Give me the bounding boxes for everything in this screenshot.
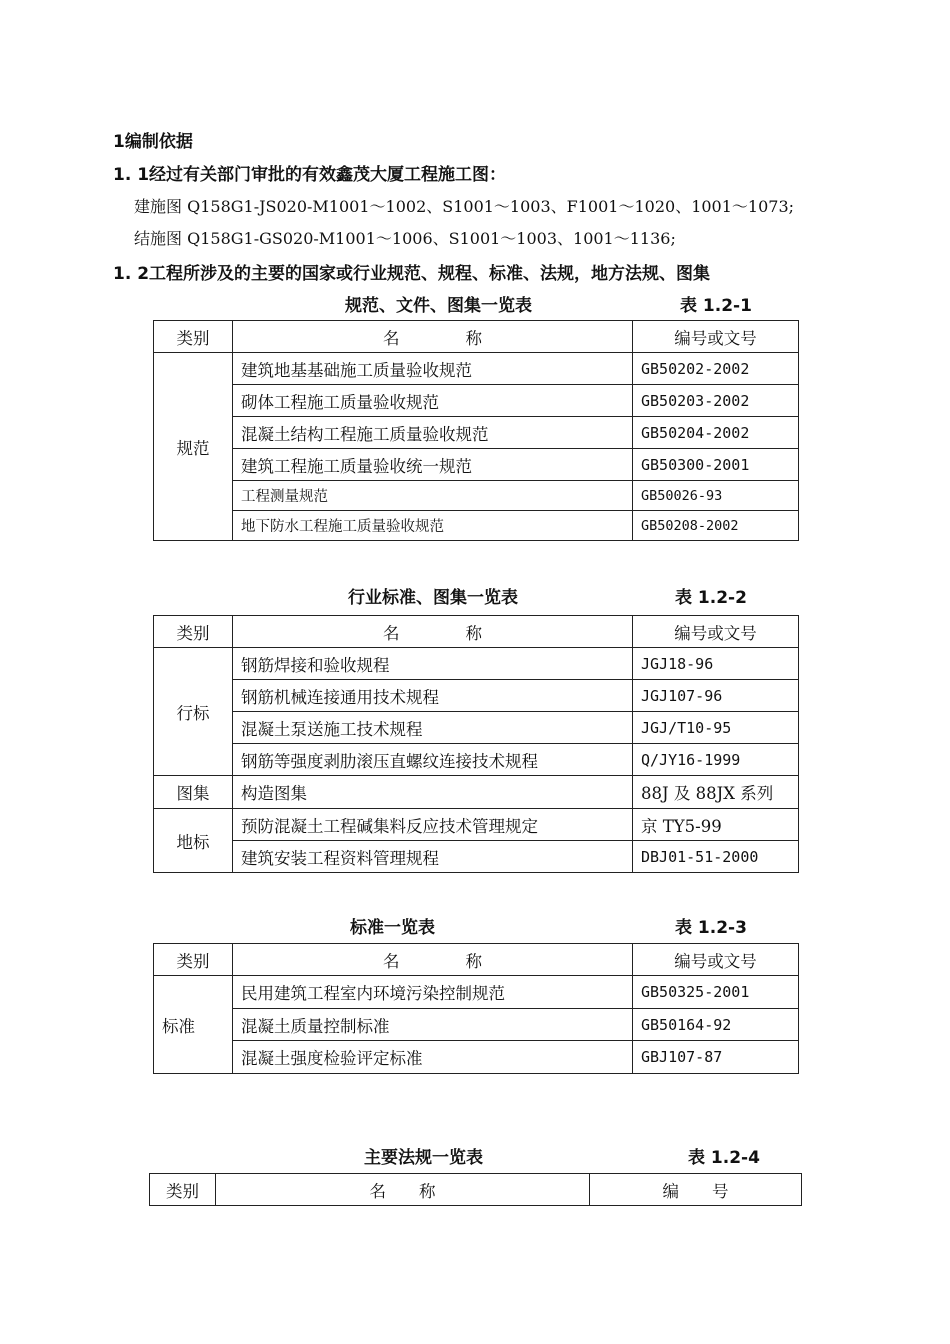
table3-number: 表 1.2-3 bbox=[675, 918, 747, 938]
row-name: 钢筋焊接和验收规程 bbox=[233, 648, 633, 680]
table-row bbox=[154, 449, 799, 481]
row-name: 建筑安装工程资料管理规程 bbox=[233, 841, 633, 873]
row-code: GB50203-2002 bbox=[633, 385, 799, 417]
header-name: 名 称 bbox=[216, 1174, 590, 1206]
table3-caption: 标准一览表 bbox=[350, 918, 435, 938]
category-cell: 图集 bbox=[154, 776, 233, 809]
table2-header-row bbox=[154, 616, 799, 648]
category-cell: 行标 bbox=[154, 648, 233, 776]
table-row bbox=[154, 744, 799, 776]
header-category: 类别 bbox=[154, 944, 233, 976]
row-name: 混凝土泵送施工技术规程 bbox=[233, 712, 633, 744]
header-category: 类别 bbox=[154, 616, 233, 648]
row-name: 钢筋机械连接通用技术规程 bbox=[233, 680, 633, 712]
table1-number: 表 1.2-1 bbox=[680, 296, 752, 316]
table-row bbox=[154, 511, 799, 541]
table-row bbox=[154, 648, 799, 680]
table-row bbox=[154, 1009, 799, 1041]
row-code: GB50026-93 bbox=[633, 481, 799, 511]
item1-title: 1. 1经过有关部门审批的有效鑫茂大厦工程施工图： bbox=[113, 165, 507, 185]
row-name: 建筑地基基础施工质量验收规范 bbox=[233, 353, 633, 385]
header-name: 名 称 bbox=[233, 321, 633, 353]
table1-header-row bbox=[154, 321, 799, 353]
table-row bbox=[154, 809, 799, 841]
header-code: 编号或文号 bbox=[633, 616, 799, 648]
header-name: 名 称 bbox=[233, 944, 633, 976]
table-row bbox=[154, 353, 799, 385]
category-cell: 规范 bbox=[154, 353, 233, 541]
row-name: 建筑工程施工质量验收统一规范 bbox=[233, 449, 633, 481]
row-code: GB50208-2002 bbox=[633, 511, 799, 541]
table4 bbox=[149, 1173, 802, 1206]
row-code: JGJ/T10-95 bbox=[633, 712, 799, 744]
table4-caption: 主要法规一览表 bbox=[364, 1148, 483, 1168]
table2-number: 表 1.2-2 bbox=[675, 588, 747, 608]
row-name: 预防混凝土工程碱集料反应技术管理规定 bbox=[233, 809, 633, 841]
section-title: 1编制依据 bbox=[113, 132, 193, 152]
table-row bbox=[154, 417, 799, 449]
header-code: 编 号 bbox=[590, 1174, 802, 1206]
row-name: 混凝土结构工程施工质量验收规范 bbox=[233, 417, 633, 449]
row-code: 京 TY5-99 bbox=[633, 809, 799, 841]
row-code: JGJ107-96 bbox=[633, 680, 799, 712]
row-code: JGJ18-96 bbox=[633, 648, 799, 680]
row-code: 88J 及 88JX 系列 bbox=[633, 776, 799, 809]
row-code: GB50202-2002 bbox=[633, 353, 799, 385]
table-row bbox=[154, 385, 799, 417]
row-name: 工程测量规范 bbox=[233, 481, 633, 511]
row-code: GB50300-2001 bbox=[633, 449, 799, 481]
header-category: 类别 bbox=[150, 1174, 216, 1206]
header-name: 名 称 bbox=[233, 616, 633, 648]
header-category: 类别 bbox=[154, 321, 233, 353]
row-name: 地下防水工程施工质量验收规范 bbox=[233, 511, 633, 541]
table-row bbox=[154, 976, 799, 1009]
table-row bbox=[154, 481, 799, 511]
row-name: 混凝土质量控制标准 bbox=[233, 1009, 633, 1041]
table-row bbox=[154, 712, 799, 744]
row-code: GB50164-92 bbox=[633, 1009, 799, 1041]
row-name: 混凝土强度检验评定标准 bbox=[233, 1041, 633, 1074]
row-name: 民用建筑工程室内环境污染控制规范 bbox=[233, 976, 633, 1009]
table-row bbox=[154, 776, 799, 809]
table1-caption: 规范、文件、图集一览表 bbox=[345, 296, 532, 316]
table1 bbox=[153, 320, 799, 541]
header-code: 编号或文号 bbox=[633, 944, 799, 976]
category-cell: 标准 bbox=[154, 976, 233, 1074]
item2-title: 1. 2工程所涉及的主要的国家或行业规范、规程、标准、法规，地方法规、图集 bbox=[113, 264, 711, 284]
table-row bbox=[154, 841, 799, 873]
item1-line1: 建施图 Q158G1-JS020-M1001～1002、S1001～1003、F1001～1020、1001～1073; bbox=[134, 197, 795, 216]
header-code: 编号或文号 bbox=[633, 321, 799, 353]
row-code: DBJ01-51-2000 bbox=[633, 841, 799, 873]
category-cell: 地标 bbox=[154, 809, 233, 873]
table2-caption: 行业标准、图集一览表 bbox=[348, 588, 518, 608]
row-name: 钢筋等强度剥肋滚压直螺纹连接技术规程 bbox=[233, 744, 633, 776]
table-row bbox=[154, 680, 799, 712]
row-name: 构造图集 bbox=[233, 776, 633, 809]
row-name: 砌体工程施工质量验收规范 bbox=[233, 385, 633, 417]
table3 bbox=[153, 943, 799, 1074]
row-code: GB50325-2001 bbox=[633, 976, 799, 1009]
table3-header-row bbox=[154, 944, 799, 976]
table4-number: 表 1.2-4 bbox=[688, 1148, 760, 1168]
table4-header-row bbox=[150, 1174, 802, 1206]
table-row bbox=[154, 1041, 799, 1074]
row-code: Q/JY16-1999 bbox=[633, 744, 799, 776]
table2 bbox=[153, 615, 799, 873]
row-code: GB50204-2002 bbox=[633, 417, 799, 449]
row-code: GBJ107-87 bbox=[633, 1041, 799, 1074]
item1-line2: 结施图 Q158G1-GS020-M1001～1006、S1001～1003、1001～1136; bbox=[134, 229, 676, 248]
